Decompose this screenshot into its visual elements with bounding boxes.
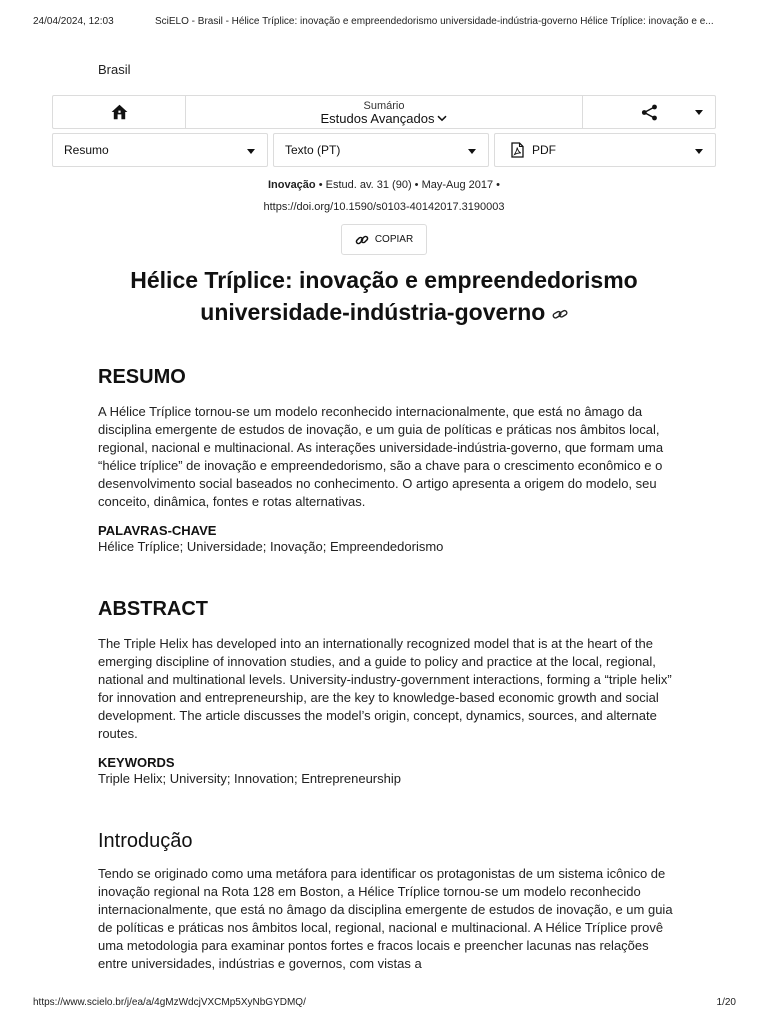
pdf-file-icon: [511, 142, 524, 158]
print-header: [33, 16, 738, 27]
pdf-select-value: PDF: [532, 143, 556, 157]
journal-summary-menu[interactable]: [186, 96, 582, 128]
page-url: https://www.scielo.br/j/ea/a/4gMzWdcjVXCMp5XyNbGYDMQ/: [33, 997, 306, 1008]
chevron-down-icon: [437, 115, 447, 122]
abstract-heading: ABSTRACT: [98, 598, 208, 620]
link-icon[interactable]: [552, 308, 568, 321]
abstract-section: [98, 598, 673, 788]
pdf-select[interactable]: [494, 133, 716, 167]
text-language-select[interactable]: [273, 133, 489, 167]
abstract-text: The Triple Helix has developed into an internationally recognized model that is at the heart of the emerging discipline of innovation studies, and a guide to policy and practice at the local, regional, national and multinational levels. University-industry-government interactions, forming a “triple helix” for innovation and entrepreneurship, are the key to knowledge-based economic growth and social development. The article discusses the model’s origin, concept, dynamics, sources, and alternate routes.: [98, 636, 672, 741]
article-title: [84, 264, 684, 328]
print-page-title: SciELO - Brasil - Hélice Tríplice: inovação e empreendedorismo universidade-indústria-governo Hélice Tríplice: inovação e e...: [155, 16, 714, 27]
summary-label: Sumário: [363, 99, 405, 112]
caret-down-icon: [695, 110, 703, 115]
article-title-text: Hélice Tríplice: inovação e empreendedorismo universidade-indústria-governo: [130, 267, 638, 325]
copy-doi-button[interactable]: [341, 224, 427, 255]
intro-section: [98, 830, 673, 973]
journal-name: [321, 112, 448, 126]
article-section: Inovação: [267, 179, 316, 191]
home-icon: [111, 104, 128, 120]
copy-label: COPIAR: [374, 234, 414, 245]
country-label: Brasil: [98, 62, 131, 77]
caret-down-icon: [247, 149, 255, 154]
journal-name-label: Estudos Avançados: [320, 110, 435, 126]
intro-heading: Introdução: [98, 830, 193, 852]
abstract-keywords-heading: KEYWORDS: [98, 755, 175, 770]
resumo-text: A Hélice Tríplice tornou-se um modelo reconhecido internacionalmente, que está no âmago da disciplina emergente de estudos de inovação, e um guia de políticas e práticas nos âmbitos local, regional, nacional e multinacional. As interações universidade-indústria-governo, que formam uma “hélice tríplice” de inovação e empreendedorismo, são a chave para o crescimento econômico e o desenvolvimento social baseados no conhecimento. O artigo apresenta a origem do modelo, seu conceito, dinâmica, fontes e rotas alternativas.: [98, 404, 664, 509]
resumo-keywords-heading: PALAVRAS-CHAVE: [98, 523, 217, 538]
link-icon: [355, 233, 369, 247]
citation-text: • Estud. av. 31 (90) • May-Aug 2017 •: [315, 179, 501, 191]
section-select[interactable]: [52, 133, 268, 167]
print-footer: [33, 997, 736, 1008]
resumo-keywords: Hélice Tríplice; Universidade; Inovação; Empreendedorismo: [98, 539, 444, 554]
article-selectors: [52, 133, 716, 167]
section-select-value: Resumo: [64, 143, 109, 157]
resumo-heading: RESUMO: [98, 366, 186, 388]
caret-down-icon: [695, 149, 703, 154]
caret-down-icon: [468, 149, 476, 154]
journal-navbar: [52, 95, 716, 129]
intro-text: Tendo se originado como uma metáfora para identificar os protagonistas de um sistema icônico de inovação regional na Rota 128 em Boston, a Hélice Tríplice tornou-se um modelo reconhecido internacionalmente, que está no âmago da disciplina emergente de estudos de inovação, e um guia de políticas e práticas nos âmbitos local, regional, nacional e multinacional. A Hélice Tríplice provê uma metodologia para examinar pontos fortes e fracos locais e preencher lacunas nas relações entre universidades, indústrias e governos, com vistas a: [98, 866, 673, 971]
resumo-section: [98, 366, 673, 556]
article-citation: [0, 179, 768, 191]
share-button[interactable]: [582, 96, 715, 128]
home-button[interactable]: [53, 96, 186, 128]
text-language-value: Texto (PT): [285, 143, 341, 157]
page-number: 1/20: [716, 997, 736, 1008]
share-icon: [641, 104, 658, 121]
abstract-keywords: Triple Helix; University; Innovation; Entrepreneurship: [98, 771, 401, 786]
doi-link[interactable]: https://doi.org/10.1590/s0103-40142017.3190003: [263, 201, 505, 213]
print-datetime: 24/04/2024, 12:03: [33, 16, 114, 27]
